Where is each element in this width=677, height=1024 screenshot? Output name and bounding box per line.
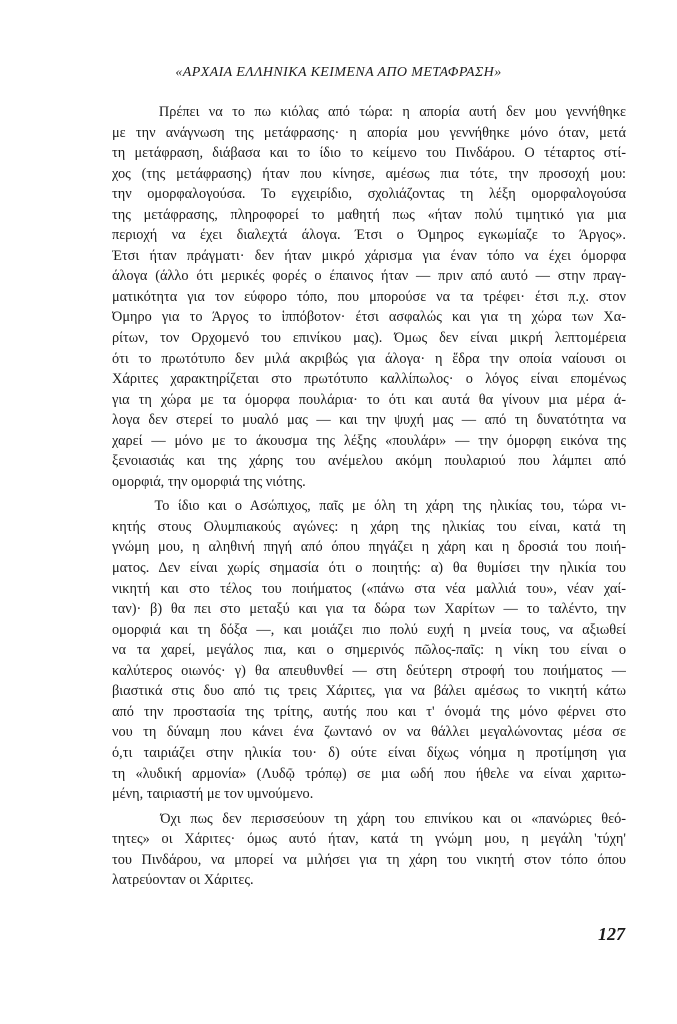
text-line: περιοχή να έχει διαλεχτά άλογα. Έτσι ο Όμηρος εγκωμίαζε το Άργος». [112, 227, 626, 244]
text-line: Όχι πως δεν περισσεύουν τη χάρη του επινίκου και οι «πανώριες θεό- [112, 810, 626, 827]
text-line: Όμηρο για το Άργος το ἱππόβοτον· έτσι ασφαλώς και για τη χώρα των Χα- [112, 309, 626, 326]
text-line: κητής στους Ολυμπιακούς αγώνες: η χάρη της ηλικίας του είναι, κατά τη [112, 518, 626, 535]
paragraph [112, 809, 626, 891]
text-line: τητες» οι Χάριτες· όμως αυτό ήταν, κατά τη γνώμη μου, η μεγάλη 'τύχη' [112, 831, 626, 848]
text-line: μένη, ταιριαστή με τον υμνούμενο. [112, 786, 314, 803]
text-line: για τη χώρα με τα όμορφα πουλάρια· το ότι και αυτά θα γίνουν μια μέρα ά- [112, 391, 626, 408]
text-line: ματικότητα για τον εύφορο τόπο, που μπορούσε να τα τρέφει· έτσι π.χ. στον [112, 288, 626, 305]
running-head: «ΑΡΧΑΙΑ ΕΛΛΗΝΙΚΑ ΚΕΙΜΕΝΑ ΑΠΟ ΜΕΤΑΦΡΑΣΗ» [175, 65, 502, 80]
text-line: τη «λυδική αρμονία» (Λυδῷ τρόπῳ) σε μια ωδή που ήθελε να είναι χαριτω- [112, 765, 626, 782]
text-line: του Πινδάρου, να μπορεί να μιλήσει για τη χάρη του νικητή στον τόπο όπου [112, 851, 626, 868]
text-line: ότι το πρωτότυπο δεν μιλά ακριβώς για άλογα· η ἕδρα την οποία ναίουσι οι [112, 350, 626, 367]
text-line: Χάριτες χαρακτηρίζεται στο πρωτότυπο καλλίπωλος· ο λόγος είναι επομένως [112, 371, 626, 388]
text-line: Το ίδιο και ο Ασώπιχος, παῖς με όλη τη χάρη της ηλικίας του, τώρα νι- [112, 498, 626, 515]
text-line: νικητή και στο τέλος του ποιήματος («πάνω στα νέα μαλλιά του», νέαν χαί- [112, 580, 626, 597]
page-number: 127 [598, 924, 625, 944]
text-line: άλογα (άλλο ότι μερικές φορές ο έπαινος ήταν — πριν από αυτό — στην πραγ- [112, 268, 626, 285]
text-line: της μετάφρασης, πληροφορεί το μαθητή πως «ήταν πολύ τιμητικό για μια [112, 206, 626, 223]
text-line: να τα χαρεί, μεγάλος πια, και ο σημερινός πῶλος-παῖς: η νίκη του είναι ο [112, 642, 626, 659]
text-line: καλύτερος οιωνός· γ) θα απευθυνθεί — στη δεύτερη στροφή του ποιήματος — [112, 662, 626, 679]
text-line: Έτσι ήταν πράγματι· δεν ήταν μικρό χάρισμα για έναν τόπο να έχει όμορφα [112, 247, 626, 264]
text-line: ματος. Δεν είναι χωρίς σημασία ότι ο ποιητής: α) θα θυμίσει την ηλικία του [112, 560, 626, 577]
body-text [112, 102, 626, 891]
paragraph [112, 102, 626, 492]
text-line: ομορφιά και τη δόξα —, και μοιάζει πιο πολύ ευχή η μνεία τους, να αξιωθεί [112, 621, 626, 638]
text-line: γνώμη μου, η αληθινή πηγή από όπου πηγάζει η χάρη και η δροσιά του ποιή- [112, 539, 626, 556]
text-line: λατρεύονταν οι Χάριτες. [112, 872, 254, 889]
text-line: ταν)· β) θα πει στο μεταξύ και για τα δώρα των Χαρίτων — το ταλέντο, την [112, 601, 626, 618]
text-line: από την προστασία της τρίτης, αυτής που και τ' όνομά της μόνο φέρνει στο [112, 703, 626, 720]
text-line: χος (της μετάφρασης) ήταν που κίνησε, αμέσως πια τότε, την προσοχή μου: [112, 165, 626, 182]
text-line: Πρέπει να το πω κιόλας από τώρα: η απορία αυτή δεν μου γεννήθηκε [112, 104, 626, 120]
text-line: με την ανάγνωση της μετάφρασης· η απορία μου γεννήθηκε μόνο όταν, μετά [112, 124, 626, 141]
text-line: ρίτων, τον Ορχομενό του επινίκου μας). Όμως δεν είναι μικρή λεπτομέρεια [112, 330, 626, 347]
text-line: τη μετάφραση, διάβασα και το ίδιο το κείμενο του Πινδάρου. Ο τέταρτος στί- [112, 145, 626, 162]
text-line: ό,τι ταιριάζει στην ηλικία του· δ) ούτε είναι δίχως νόημα η προτίμηση για [112, 744, 626, 761]
text-line: ομορφιά, την ομορφιά της νιότης. [112, 473, 306, 490]
text-line: χαρεί — μόνο με το άκουσμα της λέξης «πουλάρι» — την όμορφη εικόνα της [112, 432, 626, 449]
text-line: την ομορφαλογούσα. Το εγχειρίδιο, σχολιάζοντας τη λέξη ομορφαλογούσα [112, 186, 626, 203]
text-line: ξενοιασιάς και της χάρης του ανέμελου ακόμη πουλαριού που λάμπει από [112, 453, 626, 470]
text-line: βιαστικά στις δυο από τις τρεις Χάριτες, για να βάλει αμέσως το νικητή κάτω [112, 683, 626, 700]
text-line: λογα δεν στερεί το μυαλό μας — και την ψυχή μας — από τη δυνατότητα να [112, 412, 626, 429]
text-line: νου τη δύναμη που κάνει ένα ζωντανό ον να θάλλει μεγαλώνοντας μέσα σε [112, 724, 626, 741]
paragraph [112, 496, 626, 804]
